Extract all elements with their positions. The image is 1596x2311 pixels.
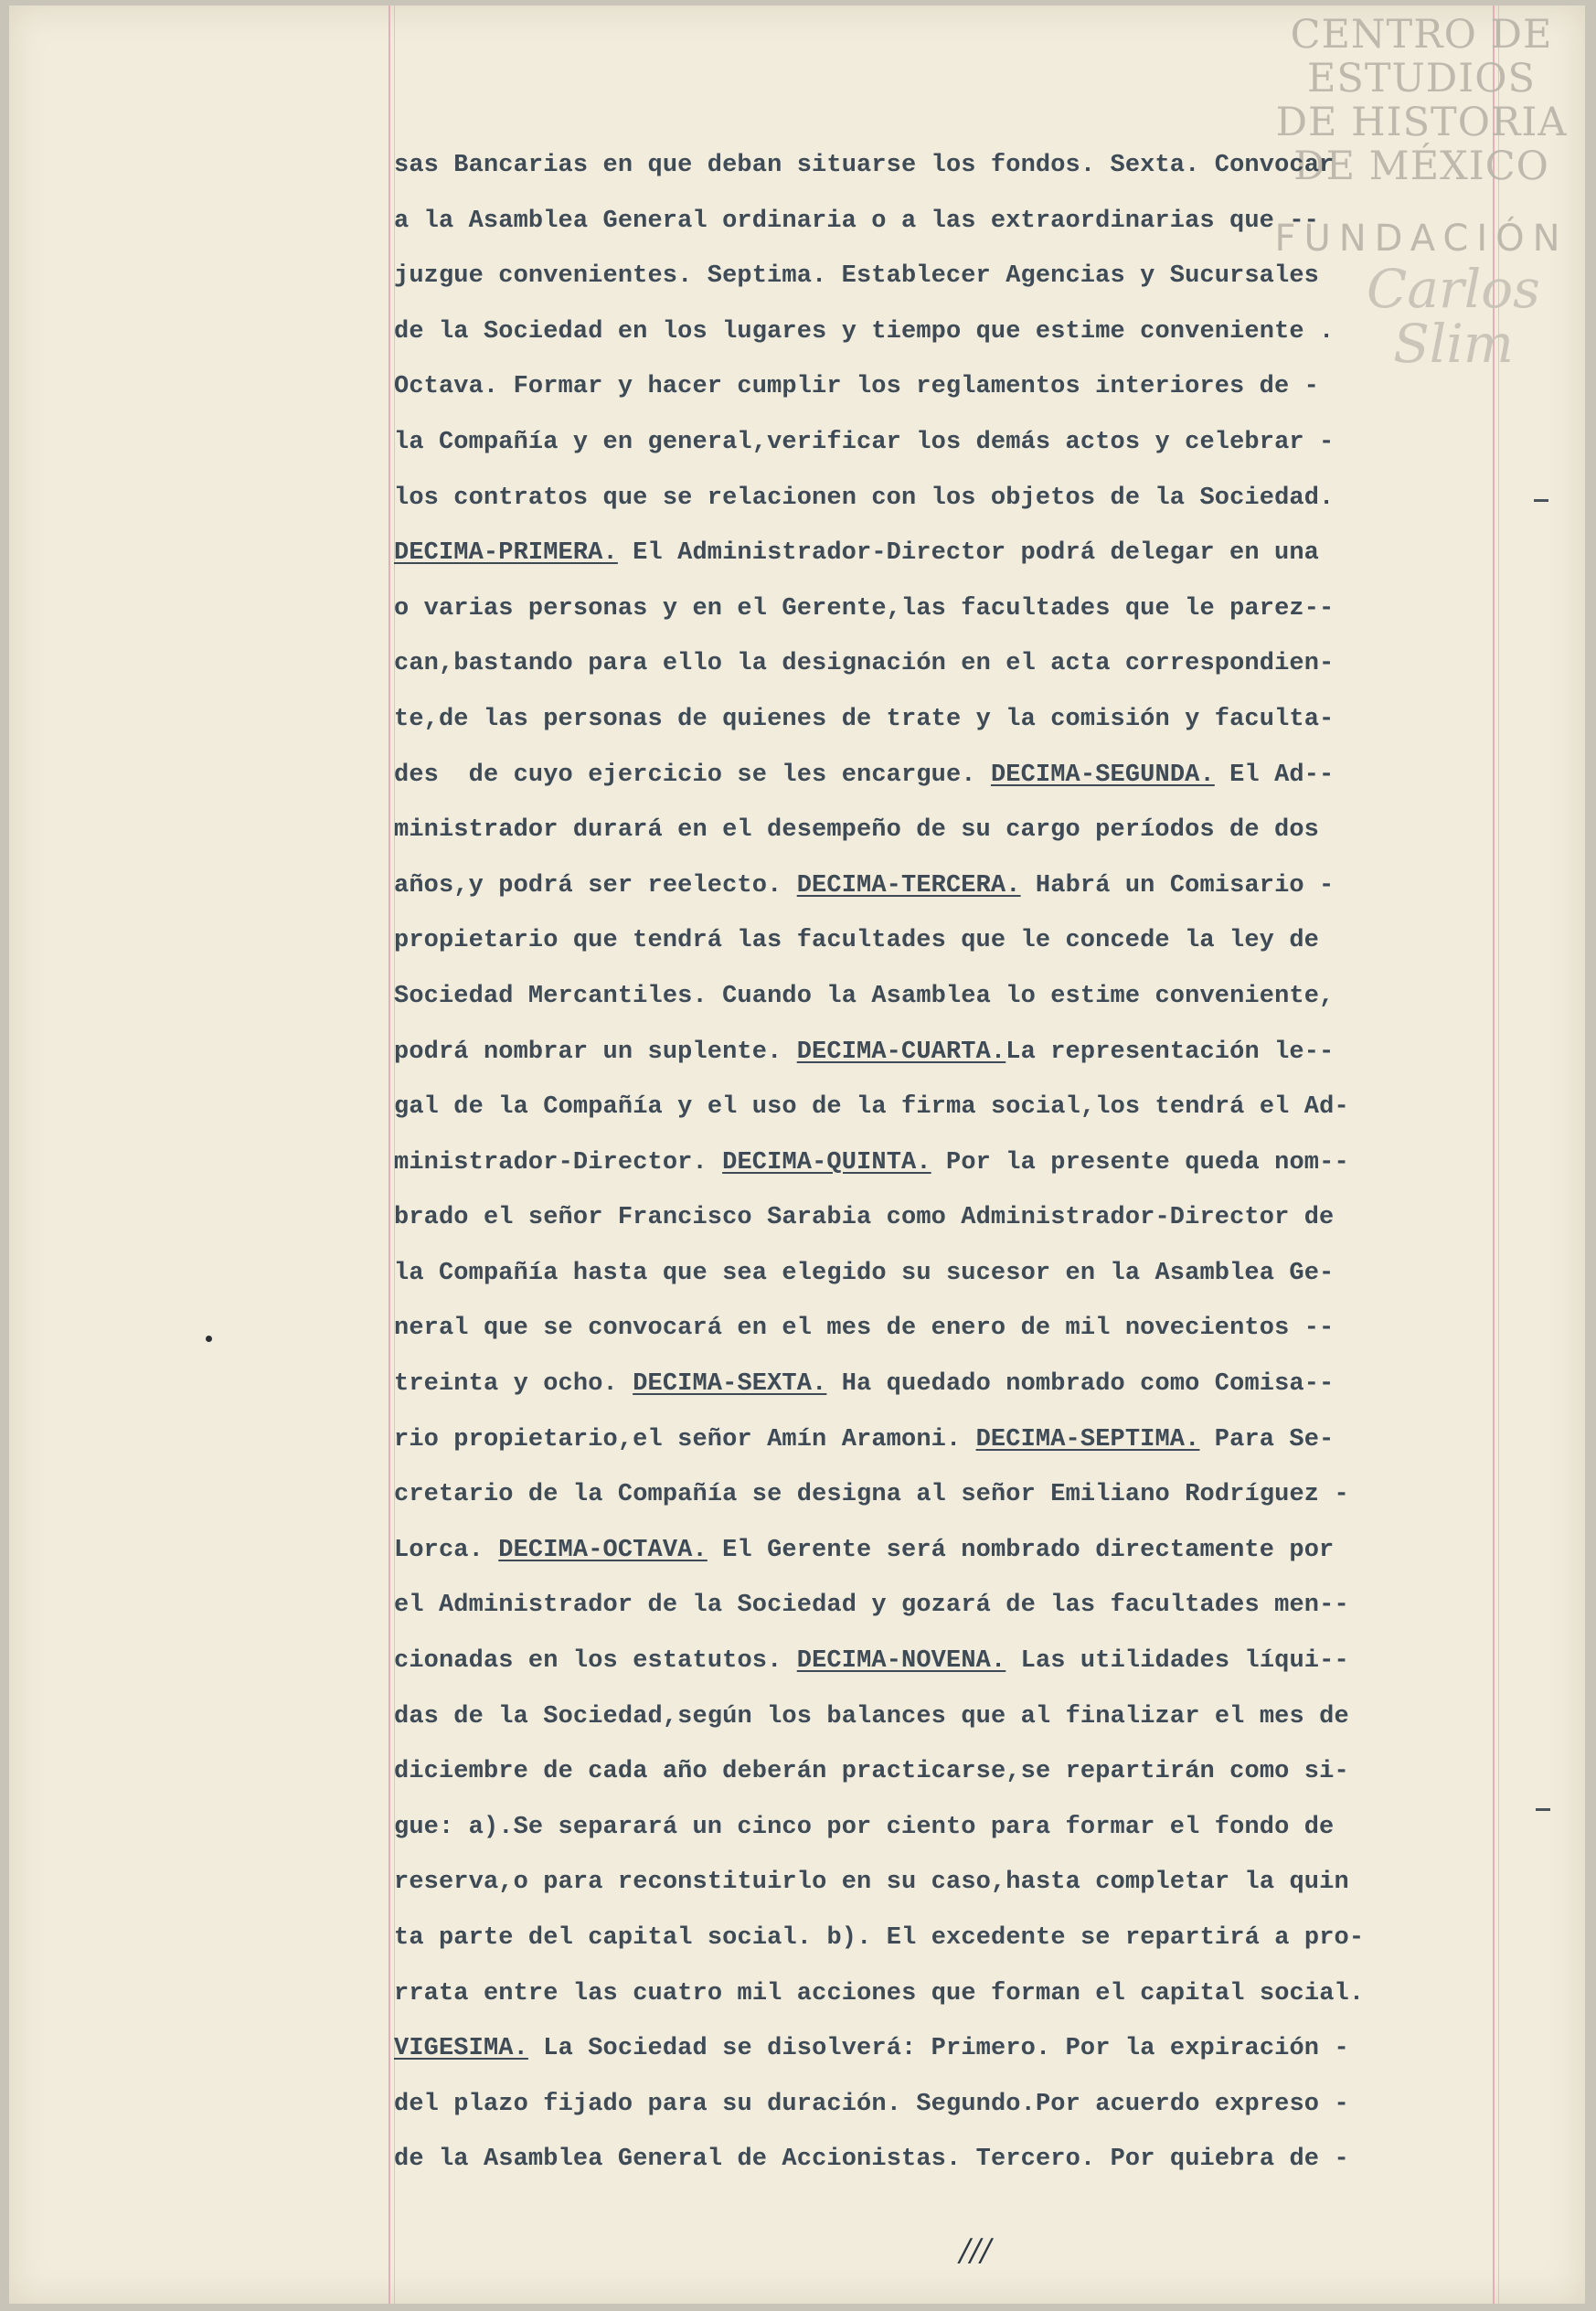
margin-dash-mark bbox=[1536, 1808, 1550, 1811]
clause-heading: DECIMA-SEPTIMA. bbox=[975, 1425, 1200, 1454]
line-text: brado el señor Francisco Sarabia como Administrador-Director de bbox=[394, 1204, 1335, 1232]
clause-heading: DECIMA-SEGUNDA. bbox=[990, 761, 1215, 789]
line-text: El Ad-- bbox=[1214, 761, 1335, 789]
line-text: Sociedad Mercantiles. Cuando la Asamblea lo estime conveniente, bbox=[394, 982, 1335, 1010]
line-text: Habrá un Comisario - bbox=[1020, 871, 1335, 900]
text-line bbox=[394, 194, 1500, 250]
line-text: El Administrador-Director podrá delegar en una bbox=[617, 539, 1319, 568]
clause-heading: DECIMA-OCTAVA. bbox=[498, 1536, 708, 1564]
line-text: podrá nombrar un suplente. bbox=[394, 1038, 797, 1066]
line-text: Las utilidades líqui-- bbox=[1005, 1647, 1349, 1676]
text-line bbox=[394, 1855, 1500, 1911]
line-text: juzgue convenientes. Septima. Establecer Agencias y Sucursales bbox=[394, 262, 1319, 291]
text-line bbox=[394, 359, 1500, 415]
line-text: cionadas en los estatutos. bbox=[394, 1647, 797, 1676]
watermark-line: DE HISTORIA bbox=[1275, 100, 1568, 145]
text-line bbox=[394, 1467, 1500, 1523]
text-line bbox=[394, 969, 1500, 1025]
text-line bbox=[394, 913, 1500, 969]
line-text: o varias personas y en el Gerente,las facultades que le parez-- bbox=[394, 594, 1335, 623]
text-line bbox=[394, 1634, 1500, 1689]
line-text: la Compañía y en general,verificar los demás actos y celebrar - bbox=[394, 428, 1335, 456]
text-line bbox=[394, 1246, 1500, 1302]
text-line bbox=[394, 581, 1500, 637]
line-text: sas Bancarias en que deban situarse los fondos. Sexta. Convocar bbox=[394, 152, 1335, 179]
text-line bbox=[394, 526, 1500, 581]
watermark-foundation: FUNDACIÓN bbox=[1274, 218, 1569, 260]
clause-heading: VIGESIMA. bbox=[394, 2035, 528, 2063]
watermark-line: ESTUDIOS bbox=[1307, 56, 1536, 101]
text-line bbox=[394, 471, 1500, 527]
margin-dash-mark bbox=[1534, 499, 1548, 502]
line-text: Octava. Formar y hacer cumplir los reglamentos interiores de - bbox=[394, 373, 1319, 401]
line-text: Para Se- bbox=[1199, 1425, 1335, 1454]
watermark-line: DE MÉXICO bbox=[1293, 144, 1549, 189]
text-line bbox=[394, 1578, 1500, 1634]
line-text: gue: a).Se separará un cinco por ciento para formar el fondo de bbox=[394, 1813, 1335, 1841]
page-end-mark: /// bbox=[960, 2232, 992, 2269]
text-line bbox=[394, 1911, 1500, 1966]
text-line bbox=[394, 636, 1500, 692]
text-line bbox=[394, 304, 1500, 360]
line-text: ministrador-Director. bbox=[394, 1148, 723, 1177]
text-line bbox=[394, 249, 1500, 304]
line-text: Ha quedado nombrado como Comisa-- bbox=[826, 1370, 1335, 1399]
line-text: Lorca. bbox=[394, 1536, 499, 1564]
line-text: des de cuyo ejercicio se les encargue. bbox=[394, 761, 991, 789]
clause-heading: DECIMA-PRIMERA. bbox=[394, 539, 618, 568]
text-line bbox=[394, 803, 1500, 858]
text-line bbox=[394, 1080, 1500, 1135]
line-text: el Administrador de la Sociedad y gozará de las facultades men-- bbox=[394, 1592, 1349, 1620]
text-line bbox=[394, 415, 1500, 471]
line-text: Por la presente queda nom-- bbox=[931, 1148, 1349, 1177]
line-text: propietario que tendrá las facultades que le concede la ley de bbox=[394, 927, 1319, 955]
ink-dot bbox=[206, 1336, 212, 1342]
text-line bbox=[394, 1135, 1500, 1191]
line-text: das de la Sociedad,según los balances que al finalizar el mes de bbox=[394, 1702, 1349, 1731]
text-line bbox=[394, 858, 1500, 914]
line-text: rio propietario,el señor Amín Aramoni. bbox=[394, 1425, 976, 1454]
line-text: neral que se convocará en el mes de enero de mil novecientos -- bbox=[394, 1315, 1335, 1343]
text-line bbox=[394, 1689, 1500, 1745]
line-text: a la Asamblea General ordinaria o a las extraordinarias que -- bbox=[394, 207, 1319, 235]
text-line bbox=[394, 138, 1500, 194]
watermark-line: CENTRO DE bbox=[1290, 12, 1553, 58]
document-page bbox=[9, 5, 1585, 2304]
text-line bbox=[394, 692, 1500, 748]
text-line bbox=[394, 1357, 1500, 1412]
line-text: del plazo fijado para su duración. Segundo.Por acuerdo expreso - bbox=[394, 2090, 1349, 2118]
line-text: ministrador durará en el desempeño de su cargo períodos de dos bbox=[394, 816, 1319, 845]
line-text: cretario de la Compañía se designa al señor Emiliano Rodríguez - bbox=[394, 1481, 1349, 1509]
text-line bbox=[394, 1412, 1500, 1468]
watermark-signature: Carlos Slim bbox=[1367, 258, 1540, 375]
text-line bbox=[394, 1744, 1500, 1800]
text-line bbox=[394, 748, 1500, 804]
text-line bbox=[394, 2132, 1500, 2188]
line-text: reserva,o para reconstituirlo en su caso,hasta completar la quin bbox=[394, 1869, 1349, 1897]
line-text: la Compañía hasta que sea elegido su sucesor en la Asamblea Ge- bbox=[394, 1259, 1335, 1287]
line-text: te,de las personas de quienes de trate y la comisión y faculta- bbox=[394, 705, 1335, 733]
left-margin-rule bbox=[388, 5, 390, 2304]
line-text: treinta y ocho. bbox=[394, 1370, 633, 1399]
line-text: La Sociedad se disolverá: Primero. Por la expiración - bbox=[527, 2035, 1349, 2063]
text-line bbox=[394, 2021, 1500, 2077]
text-line bbox=[394, 2077, 1500, 2133]
line-text: can,bastando para ello la designación en el acta correspondien- bbox=[394, 650, 1335, 678]
text-line bbox=[394, 1301, 1500, 1357]
text-line bbox=[394, 1800, 1500, 1856]
line-text: gal de la Compañía y el uso de la firma social,los tendrá el Ad- bbox=[394, 1093, 1349, 1122]
line-text: años,y podrá ser reelecto. bbox=[394, 871, 797, 900]
clause-heading: DECIMA-CUARTA. bbox=[796, 1038, 1006, 1066]
line-text: El Gerente será nombrado directamente por bbox=[707, 1536, 1335, 1564]
text-line bbox=[394, 1966, 1500, 2022]
clause-heading: DECIMA-SEXTA. bbox=[633, 1370, 827, 1399]
text-line bbox=[394, 1523, 1500, 1579]
clause-heading: DECIMA-TERCERA. bbox=[796, 871, 1021, 900]
clause-heading: DECIMA-QUINTA. bbox=[722, 1148, 931, 1177]
text-line bbox=[394, 1190, 1500, 1246]
line-text: ta parte del capital social. b). El excedente se repartirá a pro- bbox=[394, 1924, 1365, 1952]
text-line bbox=[394, 1025, 1500, 1081]
line-text: rrata entre las cuatro mil acciones que forman el capital social. bbox=[394, 1979, 1365, 2007]
line-text: de la Sociedad en los lugares y tiempo que estime conveniente . bbox=[394, 317, 1335, 346]
typed-text-body bbox=[394, 138, 1500, 2188]
line-text: de la Asamblea General de Accionistas. Tercero. Por quiebra de - bbox=[394, 2146, 1349, 2174]
line-text: los contratos que se relacionen con los objetos de la Sociedad. bbox=[394, 484, 1335, 512]
clause-heading: DECIMA-NOVENA. bbox=[796, 1647, 1006, 1676]
line-text: diciembre de cada año deberán practicarse,se repartirán como si- bbox=[394, 1758, 1349, 1786]
line-text: La representación le-- bbox=[1005, 1038, 1335, 1066]
